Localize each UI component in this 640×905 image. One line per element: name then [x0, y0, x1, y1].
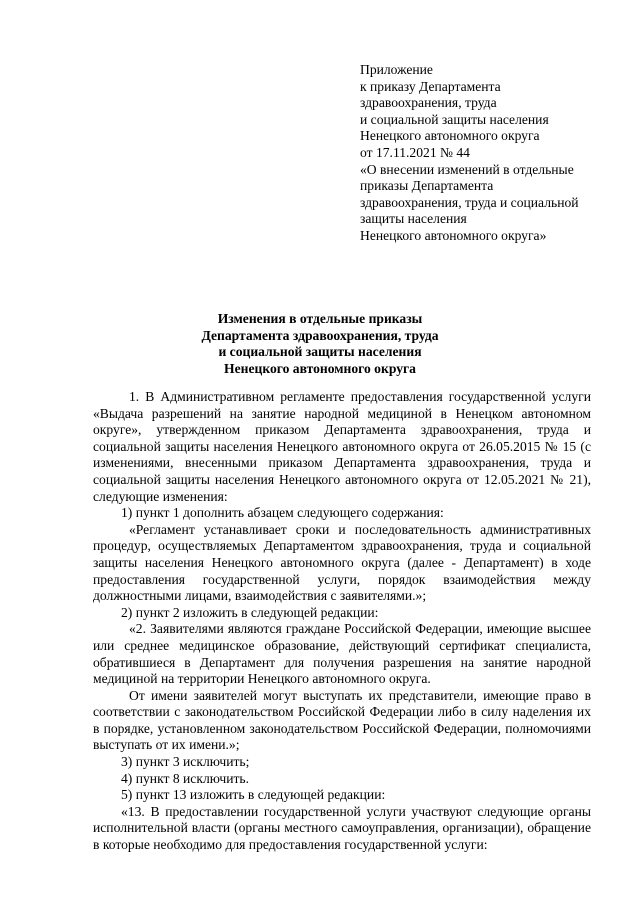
appendix-line: от 17.11.2021 № 44 — [360, 144, 470, 160]
body-paragraph: От имени заявителей могут выступать их представители, имеющие право в соответствии с законодательством Российской Федерации либо в силу наделения их в порядке, установленном законодательством Российской Федерации, полномочиями выступать от их имени.»; — [93, 687, 591, 753]
body-paragraph: 2) пункт 2 изложить в следующей редакции: — [121, 604, 379, 620]
body-paragraph: «2. Заявителями являются граждане Российской Федерации, имеющие высшее или среднее медицинское образование, действующий сертификат специалиста, обратившиеся в Департамент для получения разрешения на занятие народной медициной на территории Ненецкого автономного округа. — [93, 621, 591, 687]
title-line: Департамента здравоохранения, труда — [201, 327, 439, 343]
appendix-line: Ненецкого автономного округа» — [360, 227, 547, 243]
appendix-line: к приказу Департамента — [360, 78, 501, 94]
title-line: Ненецкого автономного округа — [224, 360, 416, 376]
title-line: и социальной защиты населения — [218, 344, 422, 360]
appendix-line: здравоохранения, труда — [360, 95, 497, 111]
appendix-line: и социальной защиты населения — [360, 111, 549, 127]
body-paragraph: 1) пункт 1 дополнить абзацем следующего содержания: — [121, 505, 444, 521]
body-paragraph: 1. В Административном регламенте предоставления государственной услуги «Выдача разрешений на занятие народной медициной в Ненецком автономном округе», утвержденном приказом Департамента здравоохранения, труда и социальной защиты населения Ненецкого автономного округа от 26.05.2015 № 15 (с изменениями, внесенными приказом Департамента здравоохранения, труда и социальной защиты населения Ненецкого автономного округа от 12.05.2021 № 21), следующие изменения: — [93, 389, 591, 504]
body-paragraph: «Регламент устанавливает сроки и последовательность административных процедур, осуществляемых Департаментом здравоохранения, труда и социальной защиты населения Ненецкого автономного округа (далее - Департамент) в ходе предоставления государственной услуги, порядок взаимодействия между должностными лицами, взаимодействия с заявителями.»; — [93, 521, 591, 604]
body-paragraph: 4) пункт 8 исключить. — [121, 770, 250, 786]
appendix-line: «О внесении изменений в отдельные — [360, 161, 574, 177]
appendix-line: Приложение — [360, 62, 433, 77]
body-paragraph: 3) пункт 3 исключить; — [121, 754, 250, 770]
body-paragraph: 5) пункт 13 изложить в следующей редакции: — [121, 787, 386, 803]
document-body — [93, 389, 591, 854]
appendix-line: Ненецкого автономного округа — [360, 128, 540, 144]
appendix-header — [360, 62, 610, 245]
appendix-line: здравоохранения, труда и социальной — [360, 194, 579, 210]
appendix-line: защиты населения — [360, 211, 467, 227]
body-paragraph: «13. В предоставлении государственной услуги участвуют следующие органы исполнительной власти (органы местного самоуправления, организации), обращение в которые необходимо для предоставления государственной услуги: — [93, 803, 591, 853]
title-line: Изменения в отдельные приказы — [217, 311, 423, 326]
document-title — [90, 311, 550, 377]
appendix-line: приказы Департамента — [360, 178, 494, 194]
